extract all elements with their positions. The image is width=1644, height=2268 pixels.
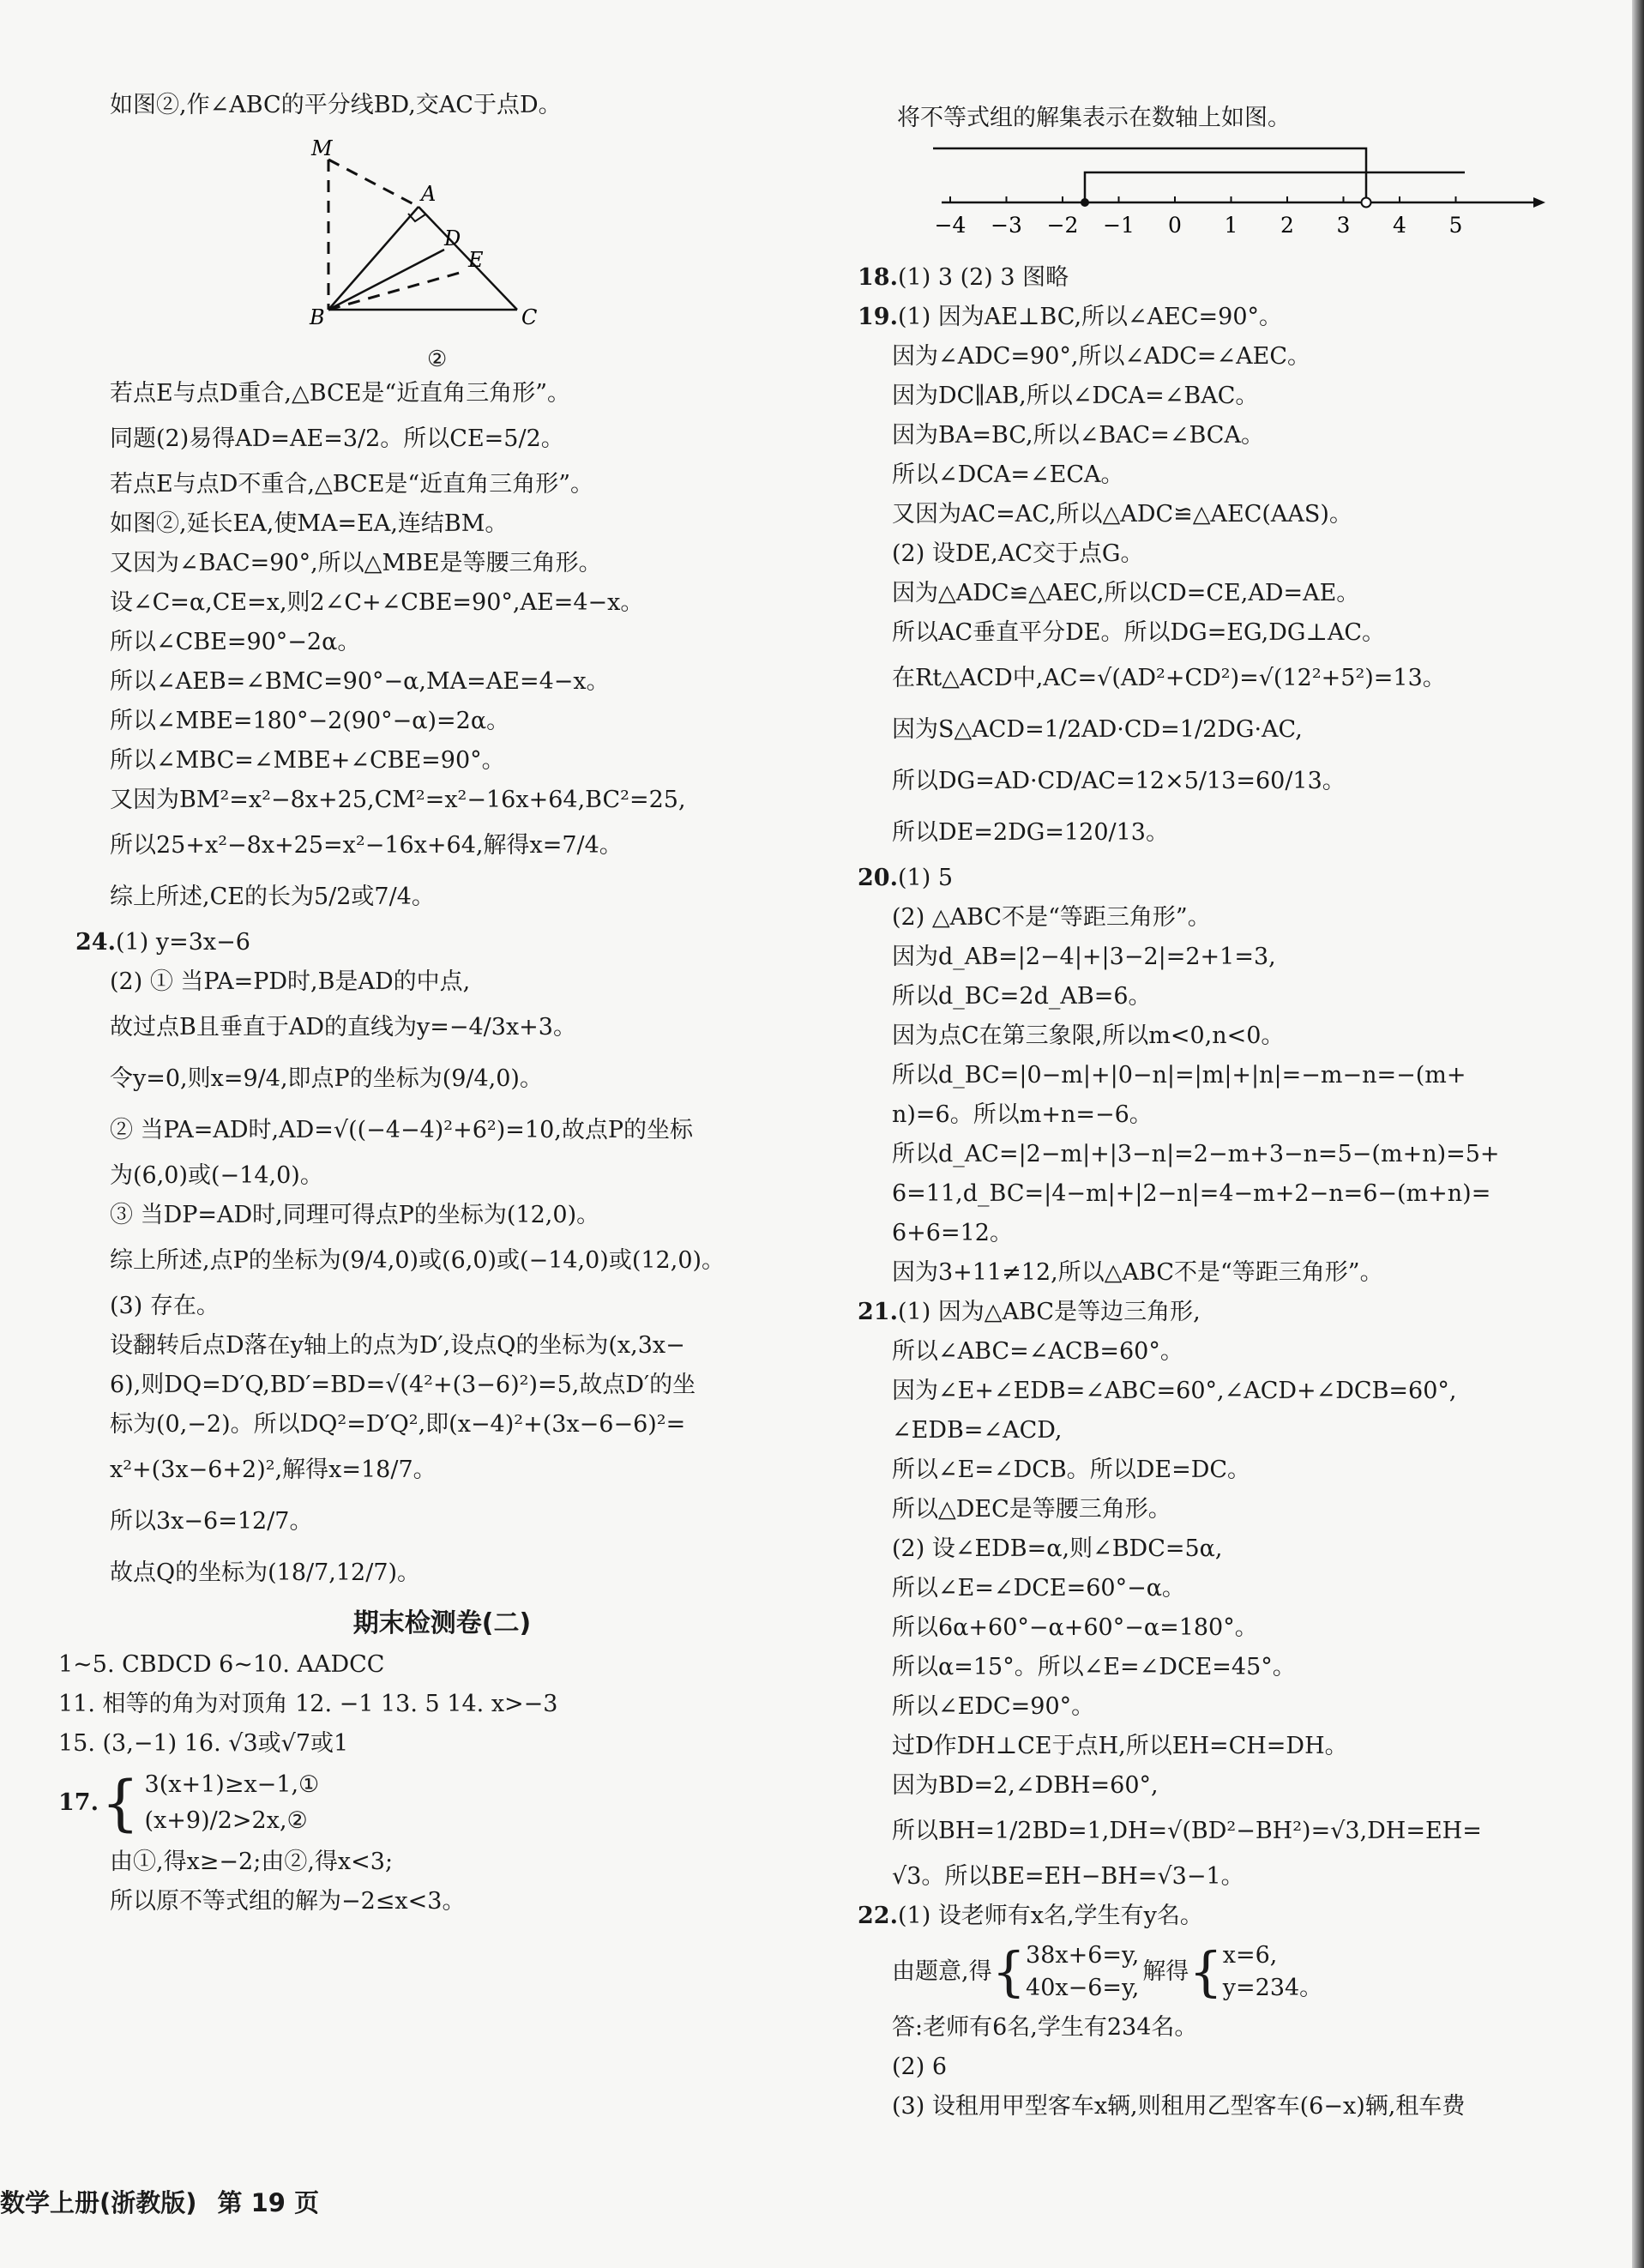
text-line: (1) 5 [897, 865, 953, 891]
question-number: 18. [858, 264, 898, 291]
text-line: (3) 设租用甲型客车x辆,则租用乙型客车(6−x)辆,租车费 [892, 2093, 1466, 2120]
text-line: 所以∠E=∠DCE=60°−α。 [892, 1575, 1185, 1601]
text-line: 过D作DH⊥CE于点H,所以EH=CH=DH。 [892, 1733, 1348, 1759]
tick-label: −1 [1103, 213, 1135, 238]
tick-label: −3 [991, 213, 1022, 238]
answer-line: 1~5. CBDCD 6~10. AADCC [58, 1651, 385, 1678]
text-line: 如图②,延长EA,使MA=EA,连结BM。 [110, 510, 509, 537]
equation-system-row [858, 1936, 1551, 2008]
text-line: 因为∠E+∠EDB=∠ABC=60°,∠ACD+∠DCB=60°, [892, 1378, 1457, 1404]
text-line: 所以∠E=∠DCB。所以DE=DC。 [892, 1457, 1251, 1483]
book-title: 数学上册(浙教版) [0, 2188, 197, 2217]
question-20 [858, 859, 1551, 1293]
text-line: 所以DE=2DG=120/13。 [892, 819, 1169, 846]
text-line: 6),则DQ=D′Q,BD′=BD=√(4²+(3−6)²)=5,故点D′的坐 [110, 1372, 696, 1398]
text-line: (1) 设老师有x名,学生有y名。 [897, 1903, 1203, 1929]
point-label: C [521, 305, 538, 329]
text-line: 故过点B且垂直于AD的直线为y=−4/3x+3。 [110, 1014, 576, 1041]
page-number: 第 19 页 [217, 2188, 320, 2217]
triangle-diagram [307, 125, 564, 340]
text-line: 又因为AC=AC,所以△ADC≌△AEC(AAS)。 [892, 501, 1352, 528]
question-19 [858, 298, 1551, 859]
geometry-figure [110, 125, 774, 374]
text-line: 因为d_AB=|2−4|+|3−2|=2+1=3, [892, 944, 1276, 970]
text-line: 所以DG=AD·CD/AC=12×5/13=60/13。 [892, 768, 1346, 794]
question-17 [58, 1764, 774, 1921]
text-line: ∠EDB=∠ACD, [892, 1417, 1063, 1444]
inequality-2: (x+9)/2>2x,② [144, 1807, 308, 1834]
text-line: 因为BD=2,∠DBH=60°, [892, 1772, 1159, 1799]
text-line: 因为S△ACD=1/2AD·CD=1/2DG·AC, [892, 716, 1303, 743]
tick-label: 4 [1393, 213, 1406, 238]
text-line: 又因为∠BAC=90°,所以△MBE是等腰三角形。 [110, 550, 602, 576]
text-line: 6=11,d_BC=|4−m|+|2−n|=4−m+2−n=6−(m+n)= [892, 1180, 1491, 1207]
text-line: 综上所述,CE的长为5/2或7/4。 [110, 884, 435, 910]
answer-list [58, 1645, 774, 1764]
text-line: 所以d_AC=|2−m|+|3−n|=2−m+3−n=5−(m+n)=5+ [892, 1141, 1500, 1167]
brace-icon: { [101, 1768, 140, 1838]
text-line: 因为△ADC≌△AEC,所以CD=CE,AD=AE。 [892, 580, 1360, 606]
text-line: 在Rt△ACD中,AC=√(AD²+CD²)=√(12²+5²)=13。 [892, 665, 1446, 691]
text-line: 所以3x−6=12/7。 [110, 1508, 313, 1535]
equation-system [1026, 1939, 1139, 2005]
text-line: 所以原不等式组的解为−2≤x<3。 [110, 1888, 466, 1915]
text-line: 答:老师有6名,学生有234名。 [892, 2014, 1198, 2041]
inequality-1: 3(x+1)≥x−1,① [144, 1771, 320, 1798]
text-line: 因为BA=BC,所以∠BAC=∠BCA。 [892, 422, 1264, 449]
tick-label: −4 [934, 213, 967, 238]
point-label: B [310, 305, 325, 329]
inequality-system [145, 1767, 320, 1839]
text-line: 令y=0,则x=9/4,即点P的坐标为(9/4,0)。 [110, 1065, 543, 1092]
point-label: E [468, 248, 484, 272]
equation-2: 40x−6=y, [1026, 1975, 1140, 2001]
text-line: ② 当PA=AD时,AD=√((−4−4)²+6²)=10,故点P的坐标 [110, 1117, 694, 1143]
text-line: 由①,得x≥−2;由②,得x<3; [110, 1849, 394, 1875]
figure-label: ② [427, 347, 448, 372]
brace-icon: { [1189, 1940, 1223, 2003]
text-line: (3) 存在。 [110, 1293, 220, 1319]
section-title: 期末检测卷(二) [352, 1608, 532, 1638]
text-line: 设翻转后点D落在y轴上的点为D′,设点Q的坐标为(x,3x− [110, 1332, 685, 1359]
text-line: 标为(0,−2)。所以DQ²=D′Q²,即(x−4)²+(3x−6−6)²= [110, 1411, 686, 1438]
numberline-intro: 将不等式组的解集表示在数轴上如图。 [897, 105, 1291, 131]
text-line: 所以d_BC=|0−m|+|0−n|=|m|+|n|=−m−n=−(m+ [892, 1062, 1466, 1089]
solution-23-continued [110, 374, 774, 923]
point-label: M [311, 136, 333, 160]
intro-line: 如图②,作∠ABC的平分线BD,交AC于点D。 [110, 92, 562, 118]
question-number: 24. [75, 929, 116, 956]
number-line [864, 138, 1551, 258]
text-line: (1) y=3x−6 [115, 929, 250, 956]
text-line: 所以BH=1/2BD=1,DH=√(BD²−BH²)=√3,DH=EH= [892, 1818, 1482, 1844]
page-edge-shadow [1632, 0, 1644, 2268]
solution-1: x=6, [1222, 1942, 1278, 1969]
text-line: √3。所以BE=EH−BH=√3−1。 [892, 1863, 1244, 1890]
left-column [58, 86, 774, 1921]
equation-1: 38x+6=y, [1026, 1942, 1140, 1969]
text-line: (1) 因为AE⊥BC,所以∠AEC=90°。 [897, 304, 1283, 330]
text-line: 又因为BM²=x²−8x+25,CM²=x²−16x+64,BC²=25, [110, 787, 686, 813]
text-line: 因为3+11≠12,所以△ABC不是“等距三角形”。 [892, 1259, 1383, 1286]
question-22 [858, 1897, 1551, 2126]
text-line: 所以∠MBE=180°−2(90°−α)=2α。 [110, 708, 510, 734]
text-line: (1) 3 (2) 3 图略 [897, 264, 1069, 291]
text-line: x²+(3x−6+2)²,解得x=18/7。 [110, 1457, 437, 1483]
tick-label: −2 [1046, 213, 1079, 238]
tick-label: 0 [1168, 213, 1182, 238]
point-label: D [444, 226, 461, 250]
text-line: 所以∠AEB=∠BMC=90°−α,MA=AE=4−x。 [110, 668, 610, 695]
text-line: 所以AC垂直平分DE。所以DG=EG,DG⊥AC。 [892, 619, 1386, 646]
text-line: n)=6。所以m+n=−6。 [892, 1101, 1153, 1128]
text-line: ③ 当DP=AD时,同理可得点P的坐标为(12,0)。 [110, 1202, 600, 1228]
text-line: 所以6α+60°−α+60°−α=180°。 [892, 1614, 1258, 1641]
answer-line: 11. 相等的角为对顶角 12. −1 13. 5 14. x>−3 [58, 1691, 558, 1717]
system-mid: 解得 [1142, 1958, 1189, 1985]
question-number: 20. [858, 865, 898, 891]
number-line-diagram [916, 138, 1551, 250]
text-line: 为(6,0)或(−14,0)。 [110, 1162, 323, 1189]
brace-icon: { [991, 1940, 1027, 2003]
text-line: (2) 6 [892, 2054, 948, 2080]
answer-line: 15. (3,−1) 16. √3或√7或1 [58, 1730, 349, 1757]
text-line: 因为DC∥AB,所以∠DCA=∠BAC。 [892, 383, 1259, 409]
text-line: 若点E与点D不重合,△BCE是“近直角三角形”。 [110, 471, 594, 498]
question-number: 17. [58, 1789, 99, 1816]
text-line: 所以△DEC是等腰三角形。 [892, 1496, 1171, 1523]
text-line: 所以α=15°。所以∠E=∠DCE=45°。 [892, 1654, 1296, 1680]
tick-label: 2 [1280, 213, 1294, 238]
point-label: A [421, 182, 437, 206]
text-line: 6+6=12。 [892, 1220, 1013, 1246]
text-line: 故点Q的坐标为(18/7,12/7)。 [110, 1559, 421, 1586]
question-number: 21. [858, 1299, 898, 1325]
text-line: 所以∠EDC=90°。 [892, 1693, 1095, 1720]
text-line: 所以∠ABC=∠ACB=60°。 [892, 1338, 1183, 1365]
tick-label: 1 [1224, 213, 1238, 238]
text-line: 所以∠CBE=90°−2α。 [110, 629, 361, 655]
tick-label: 3 [1336, 213, 1351, 238]
text-line: 所以25+x²−8x+25=x²−16x+64,解得x=7/4。 [110, 832, 623, 859]
text-line: 因为∠ADC=90°,所以∠ADC=∠AEC。 [892, 343, 1311, 370]
text-line: (2) △ABC不是“等距三角形”。 [892, 904, 1211, 931]
text-line: 设∠C=α,CE=x,则2∠C+∠CBE=90°,AE=4−x。 [110, 589, 644, 616]
text-line: 所以∠DCA=∠ECA。 [892, 461, 1124, 488]
text-line: (2) 设DE,AC交于点G。 [892, 540, 1144, 567]
text-line: (2) 设∠EDB=α,则∠BDC=5α, [892, 1535, 1223, 1562]
question-number: 22. [858, 1903, 898, 1929]
text-line: 因为点C在第三象限,所以m<0,n<0。 [892, 1022, 1285, 1049]
text-line: 综上所述,点P的坐标为(9/4,0)或(6,0)或(−14,0)或(12,0)。 [110, 1247, 726, 1274]
text-line: (1) 因为△ABC是等边三角形, [897, 1299, 1201, 1325]
text-line: 若点E与点D重合,△BCE是“近直角三角形”。 [110, 380, 571, 407]
text-line: 同题(2)易得AD=AE=3/2。所以CE=5/2。 [110, 425, 564, 452]
text-line: 所以∠MBC=∠MBE+∠CBE=90°。 [110, 747, 505, 774]
text-line: (2) ① 当PA=PD时,B是AD的中点, [110, 968, 471, 995]
question-21 [858, 1293, 1551, 1897]
solution-system [1223, 1939, 1322, 2005]
question-18 [858, 258, 1551, 298]
question-number: 19. [858, 304, 898, 330]
right-column [858, 99, 1551, 2126]
system-prefix: 由题意,得 [892, 1958, 992, 1985]
solution-2: y=234。 [1222, 1975, 1323, 2001]
page-footer [0, 2184, 319, 2219]
question-24 [75, 923, 774, 1599]
tick-label: 5 [1448, 213, 1463, 238]
text-line: 所以d_BC=2d_AB=6。 [892, 983, 1152, 1010]
